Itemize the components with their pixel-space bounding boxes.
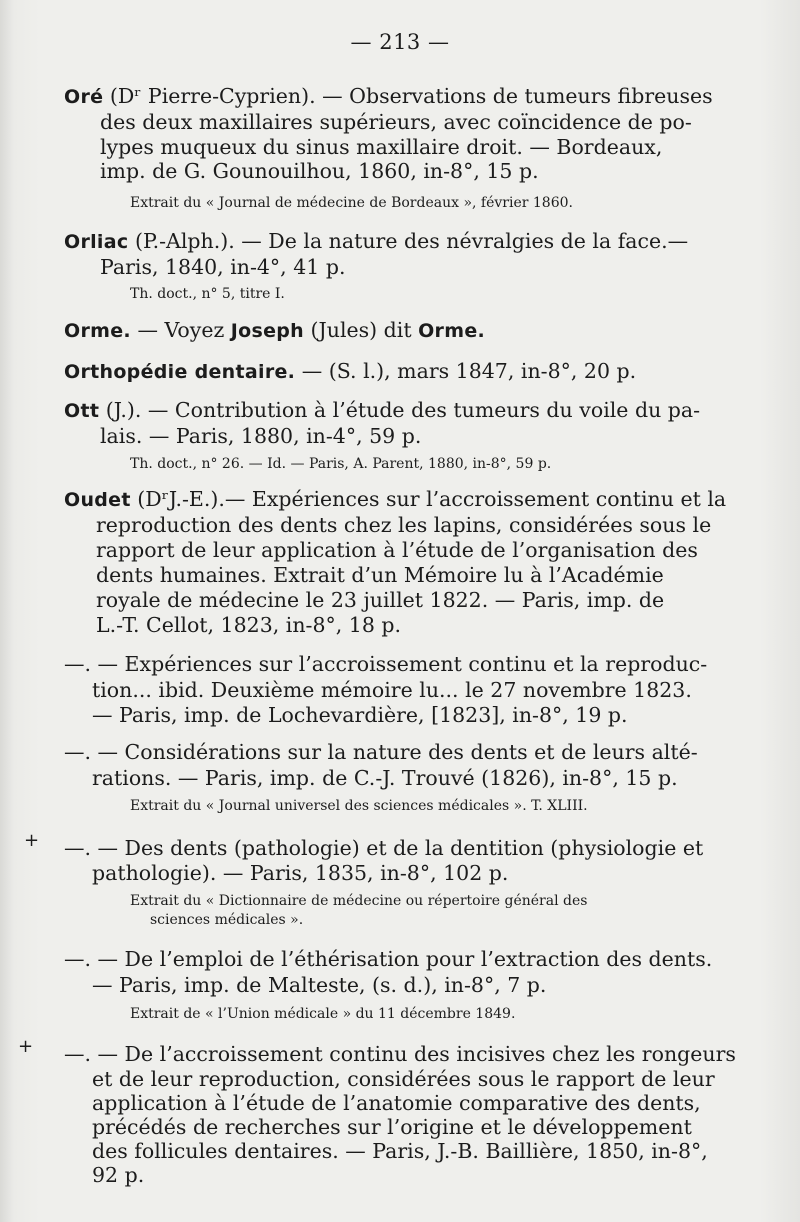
entry-text-line: des deux maxillaires supérieurs, avec coïncidence de po- bbox=[100, 110, 692, 134]
entry-text-line: — Contribution à l’étude des tumeurs du voile du pa- bbox=[141, 398, 701, 422]
entry-text-line: — Paris, imp. de Lochevardière, [1823], in-8°, 19 p. bbox=[92, 703, 628, 727]
entry-text-line: imp. de G. Gounouilhou, 1860, in-8°, 15 p. bbox=[100, 159, 539, 183]
entry-text-line: pathologie). — Paris, 1835, in-8°, 102 p. bbox=[92, 861, 509, 885]
entry-note-line: sciences médicales ». bbox=[150, 912, 304, 928]
entry-text-line: — (S. l.), mars 1847, in-8°, 20 p. bbox=[295, 359, 637, 383]
entry-note: Extrait de « l’Union médicale » du 11 décembre 1849. bbox=[130, 1006, 516, 1022]
entry-text-segment: — Voyez bbox=[130, 318, 231, 342]
entry-text-line: — De la nature des névralgies de la face.— bbox=[234, 229, 689, 253]
entry-heading: Orme. bbox=[64, 320, 131, 342]
entry-heading: Oré bbox=[64, 86, 104, 108]
entry-first-line bbox=[64, 84, 713, 109]
entry-heading-rest: (Dʳ Pierre-Cyprien). bbox=[103, 84, 316, 108]
entry-text-line: rapport de leur application à l’étude de l’organisation des bbox=[96, 538, 698, 562]
entry-text-segment: (Jules) dit bbox=[304, 318, 419, 342]
entry-text-line: lypes muqueux du sinus maxillaire droit. — Bordeaux, bbox=[100, 135, 663, 159]
entry-text-line: 92 p. bbox=[92, 1163, 145, 1187]
entry-text-line: —. — De l’accroissement continu des incisives chez les rongeurs bbox=[64, 1042, 736, 1066]
entry-text-line: —. — De l’emploi de l’éthérisation pour l’extraction des dents. bbox=[64, 947, 713, 971]
entry-text-line: lais. — Paris, 1880, in-4°, 59 p. bbox=[100, 424, 422, 448]
entry-text-line: et de leur reproduction, considérées sous le rapport de leur bbox=[92, 1067, 715, 1091]
entry-text-line: reproduction des dents chez les lapins, considérées sous le bbox=[96, 513, 712, 537]
entry-text-line: — Observations de tumeurs fibreuses bbox=[315, 84, 713, 108]
entry-heading: Orliac bbox=[64, 231, 129, 253]
entry-note: Th. doct., n° 5, titre I. bbox=[130, 286, 285, 302]
entry-first-line bbox=[64, 229, 688, 254]
entry-text-line: Paris, 1840, in-4°, 41 p. bbox=[100, 255, 346, 279]
entry-heading: Ott bbox=[64, 400, 100, 422]
entry-text-line: des follicules dentaires. — Paris, J.-B. Baillière, 1850, in-8°, bbox=[92, 1139, 708, 1163]
entry-text-line: rations. — Paris, imp. de C.-J. Trouvé (1826), in-8°, 15 p. bbox=[92, 766, 678, 790]
entry-text-line: —. — Expériences sur l’accroissement continu et la reproduc- bbox=[64, 652, 708, 676]
entry-text-line: —. — Considérations sur la nature des dents et de leurs alté- bbox=[64, 740, 698, 764]
cross-reference-name: Joseph bbox=[230, 320, 305, 342]
entry-note: Extrait du « Journal de médecine de Bordeaux », février 1860. bbox=[130, 195, 573, 211]
entry-text-line: application à l’étude de l’anatomie comparative des dents, bbox=[92, 1091, 701, 1115]
entry-heading-rest: (DʳJ.-E.). bbox=[130, 487, 225, 511]
entry-first-line bbox=[64, 318, 485, 343]
page-number: — 213 — bbox=[350, 30, 450, 54]
entry-first-line bbox=[64, 398, 700, 423]
margin-plus-mark: + bbox=[24, 830, 40, 851]
entry-first-line bbox=[64, 359, 636, 384]
entry-text-line: —. — Des dents (pathologie) et de la dentition (physiologie et bbox=[64, 836, 704, 860]
entry-text-line: dents humaines. Extrait d’un Mémoire lu à l’Académie bbox=[96, 563, 664, 587]
entry-text-line: tion... ibid. Deuxième mémoire lu... le 27 novembre 1823. bbox=[92, 678, 692, 702]
entry-text-line: — Expériences sur l’accroissement continu et la bbox=[224, 487, 727, 511]
entry-heading-rest: (J.). bbox=[99, 398, 142, 422]
entry-note: Th. doct., n° 26. — Id. — Paris, A. Parent, 1880, in-8°, 59 p. bbox=[130, 456, 552, 472]
entry-heading: Oudet bbox=[64, 489, 131, 511]
entry-note-line: Extrait du « Dictionnaire de médecine ou répertoire général des bbox=[130, 893, 588, 909]
cross-reference-name: Orme. bbox=[418, 320, 486, 342]
entry-heading: Orthopédie dentaire. bbox=[64, 361, 296, 383]
entry-text-line: précédés de recherches sur l’origine et le développement bbox=[92, 1115, 692, 1139]
margin-plus-mark: + bbox=[18, 1036, 34, 1057]
entry-heading-rest: (P.-Alph.). bbox=[128, 229, 235, 253]
entry-note: Extrait du « Journal universel des sciences médicales ». T. XLIII. bbox=[130, 798, 588, 814]
entry-text-line: L.-T. Cellot, 1823, in-8°, 18 p. bbox=[96, 613, 402, 637]
entry-text-line: — Paris, imp. de Malteste, (s. d.), in-8°, 7 p. bbox=[92, 973, 547, 997]
entry-text-line: royale de médecine le 23 juillet 1822. — Paris, imp. de bbox=[96, 588, 665, 612]
entry-first-line bbox=[64, 487, 726, 512]
